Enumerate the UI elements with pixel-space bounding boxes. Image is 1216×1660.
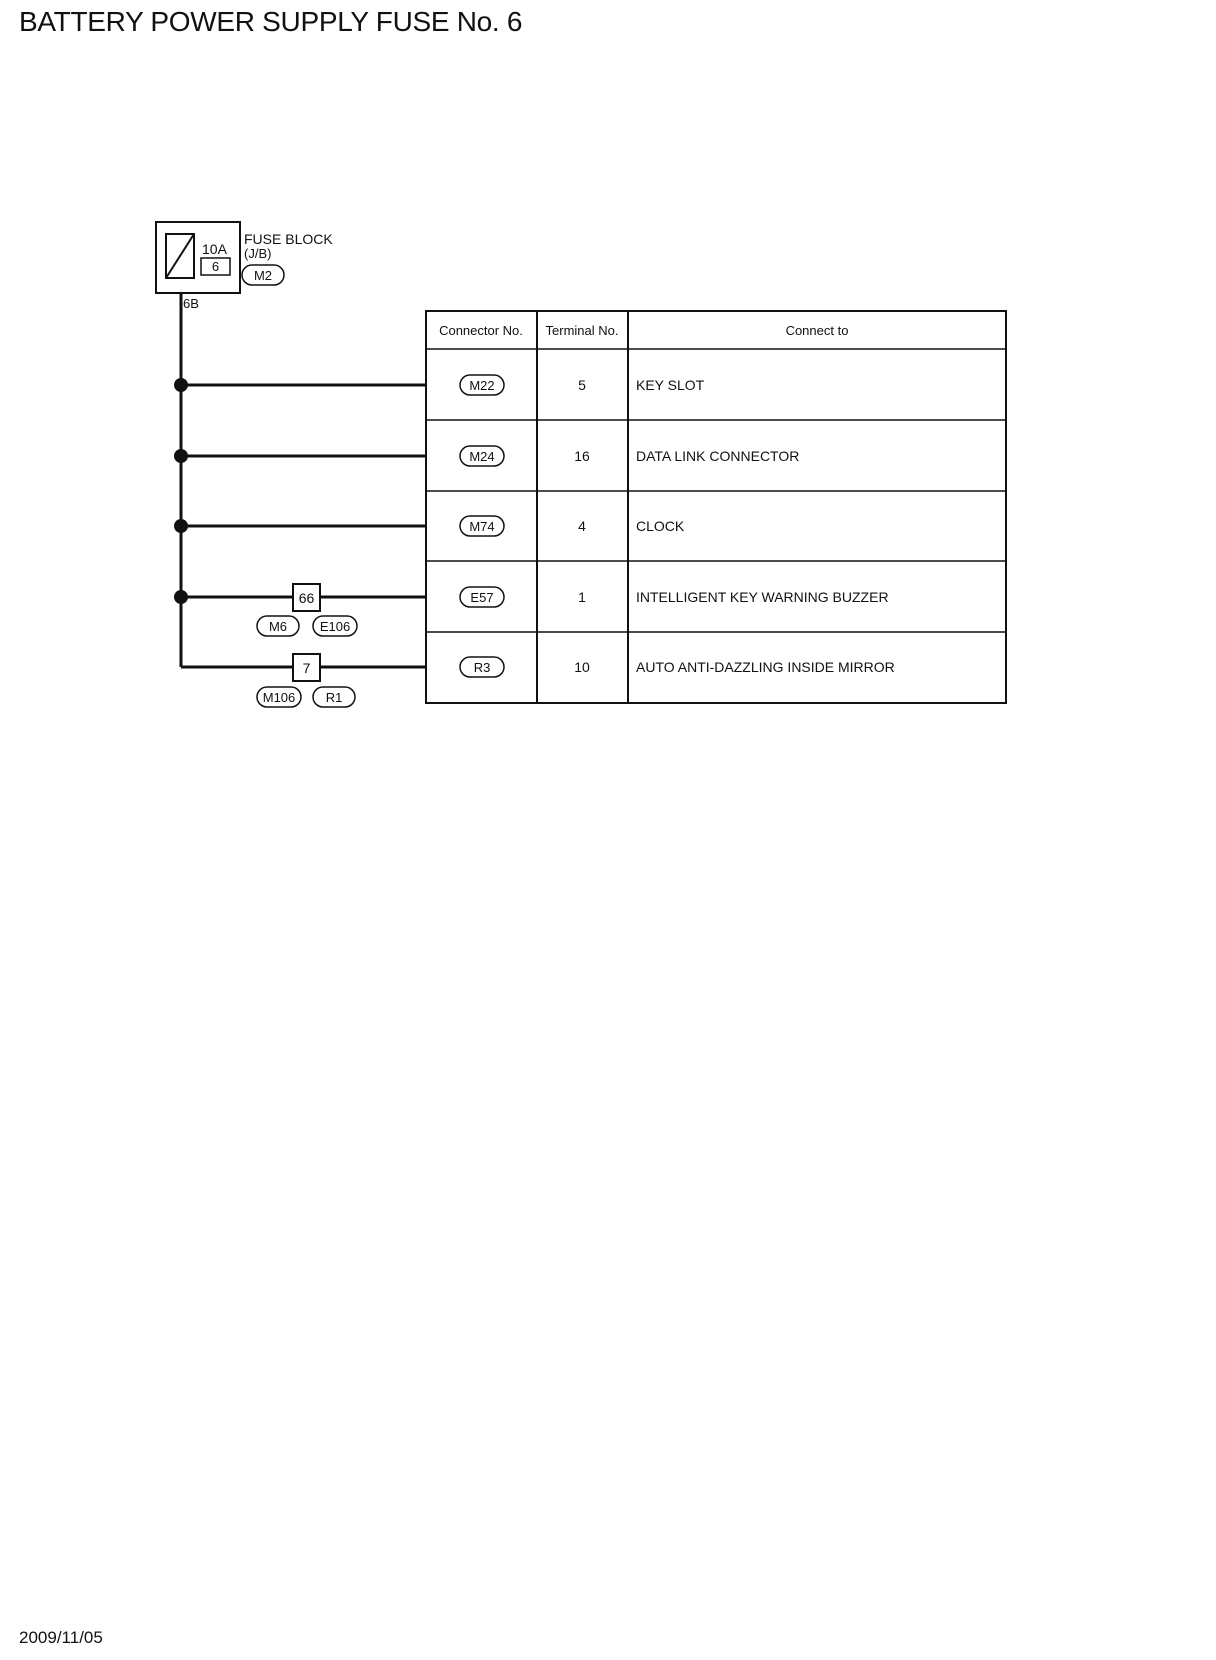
table-row-connector: M74 xyxy=(469,519,495,534)
table-header: Connector No. xyxy=(439,323,523,338)
table-header: Connect to xyxy=(785,323,849,338)
table-row-connect-to: INTELLIGENT KEY WARNING BUZZER xyxy=(636,589,889,605)
junction-dot xyxy=(174,519,188,533)
table-row-connector: M24 xyxy=(469,449,495,464)
table-row-connect-to: KEY SLOT xyxy=(636,377,705,393)
fuse-connector: M2 xyxy=(253,268,273,283)
branch-lines xyxy=(174,378,426,667)
fuse-terminal: 6B xyxy=(183,296,199,311)
junction-connector-label: R1 xyxy=(325,690,343,705)
fuse-block-sub: (J/B) xyxy=(244,246,272,261)
table-row-connect-to: AUTO ANTI-DAZZLING INSIDE MIRROR xyxy=(636,659,895,675)
svg-text:7: 7 xyxy=(302,660,311,676)
junction-connector-label: M106 xyxy=(262,690,296,705)
fuse-rating: 10A xyxy=(202,241,227,257)
junction-connector-label: M6 xyxy=(268,619,288,634)
table-row-terminal: 10 xyxy=(574,659,590,675)
connector-table xyxy=(426,311,1006,703)
junction-dot xyxy=(174,378,188,392)
junction-connector-7 xyxy=(257,654,355,707)
fuse-number: 6 xyxy=(211,259,220,274)
junction-connector-label: E106 xyxy=(319,619,351,634)
fuse-block-label: FUSE BLOCK xyxy=(244,231,333,247)
page-title: BATTERY POWER SUPPLY FUSE No. 6 xyxy=(19,6,523,37)
junction-dot xyxy=(174,590,188,604)
table-row-terminal: 1 xyxy=(578,589,586,605)
footer-date: 2009/11/05 xyxy=(19,1628,103,1647)
table-row-connector: M22 xyxy=(469,378,495,393)
table-row-connector: R3 xyxy=(473,660,491,675)
table-row-terminal: 5 xyxy=(578,377,586,393)
svg-text:66: 66 xyxy=(298,590,315,606)
table-row-connect-to: DATA LINK CONNECTOR xyxy=(636,448,800,464)
table-row-connector: E57 xyxy=(470,590,494,605)
junction-connector-66 xyxy=(257,584,357,636)
fuse-block xyxy=(156,222,333,311)
junction-dot xyxy=(174,449,188,463)
table-row-terminal: 4 xyxy=(578,518,586,534)
table-row-terminal: 16 xyxy=(574,448,590,464)
table-header: Terminal No. xyxy=(545,323,619,338)
table-row-connect-to: CLOCK xyxy=(636,518,685,534)
